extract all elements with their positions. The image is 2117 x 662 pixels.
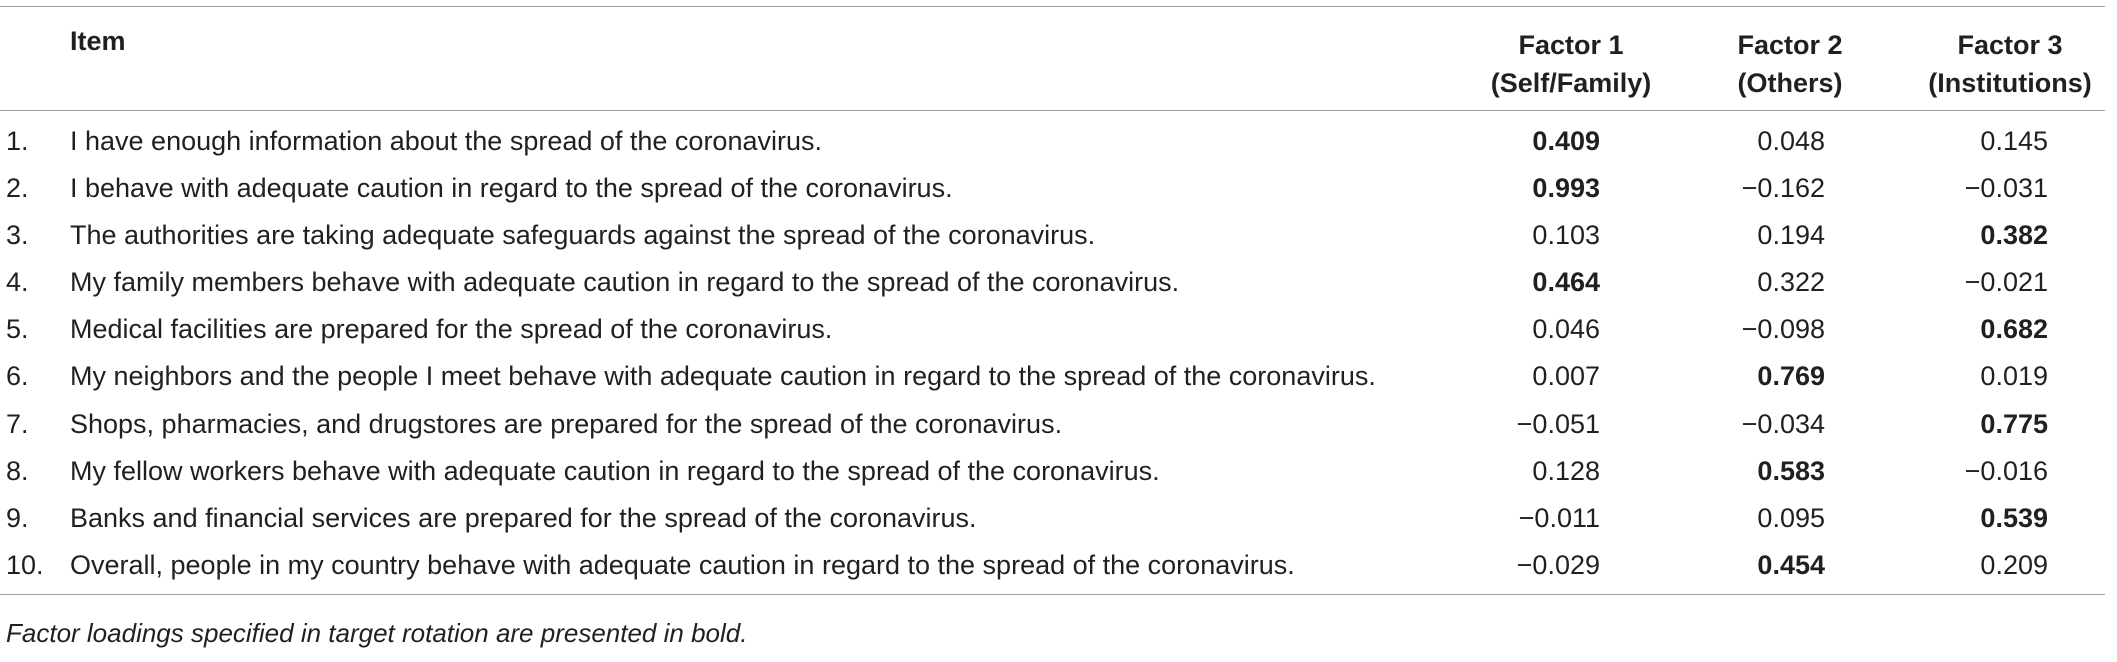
factor-3-value: −0.021 <box>1964 267 2048 298</box>
table-row <box>0 354 2105 401</box>
row-item-text: My fellow workers behave with adequate caution in regard to the spread of the coronavirus. <box>70 455 1160 486</box>
factor-3-value: −0.031 <box>1964 173 2048 204</box>
row-number: 3. <box>6 220 29 251</box>
row-number: 8. <box>6 455 29 486</box>
factor-3-value: 0.539 <box>1980 502 2048 533</box>
row-number: 4. <box>6 267 29 298</box>
factor-2-value: −0.162 <box>1741 173 1825 204</box>
header-factor-3 <box>1905 26 2115 102</box>
row-item-text: Medical facilities are prepared for the spread of the coronavirus. <box>70 314 833 345</box>
row-number: 2. <box>6 173 29 204</box>
factor-1-value: 0.128 <box>1532 455 1600 486</box>
table-row <box>0 496 2105 543</box>
factor-3-value: 0.019 <box>1980 361 2048 392</box>
factor-2-value: 0.769 <box>1757 361 1825 392</box>
header-factor-2-subtitle: (Others) <box>1737 68 1843 98</box>
table-header <box>0 7 2105 110</box>
row-item-text: I behave with adequate caution in regard to the spread of the coronavirus. <box>70 173 953 204</box>
header-factor-1-subtitle: (Self/Family) <box>1490 68 1652 98</box>
table-row <box>0 449 2105 496</box>
header-factor-3-subtitle: (Institutions) <box>1928 68 2092 98</box>
factor-2-value: 0.048 <box>1757 126 1825 156</box>
header-factor-2-title: Factor 2 <box>1737 30 1843 60</box>
table-bottom-rule <box>0 594 2105 595</box>
factor-1-value: −0.011 <box>1518 502 1600 533</box>
factor-loadings-table <box>0 6 2105 595</box>
factor-3-value: 0.382 <box>1980 220 2048 251</box>
table-row <box>0 307 2105 354</box>
header-item: Item <box>70 26 126 56</box>
factor-2-value: 0.454 <box>1757 549 1825 580</box>
factor-2-value: 0.194 <box>1757 220 1825 251</box>
table-row <box>0 402 2105 449</box>
table-row <box>0 260 2105 307</box>
factor-3-value: 0.682 <box>1980 314 2048 345</box>
row-item-text: The authorities are taking adequate safeguards against the spread of the coronavirus. <box>70 220 1096 251</box>
factor-2-value: −0.098 <box>1741 314 1825 345</box>
table-footnote: Factor loadings specified in target rotation are presented in bold. <box>6 618 748 648</box>
row-number: 6. <box>6 361 29 392</box>
factor-1-value: 0.409 <box>1532 126 1600 156</box>
factor-1-value: 0.046 <box>1532 314 1600 345</box>
factor-2-value: 0.322 <box>1757 267 1825 298</box>
factor-3-value: 0.209 <box>1980 549 2048 580</box>
table-body <box>0 111 2105 594</box>
factor-1-value: −0.051 <box>1516 408 1600 439</box>
row-item-text: My family members behave with adequate caution in regard to the spread of the coronavirus. <box>70 267 1180 298</box>
factor-2-value: 0.583 <box>1757 455 1825 486</box>
factor-2-value: −0.034 <box>1741 408 1825 439</box>
row-item-text: My neighbors and the people I meet behave with adequate caution in regard to the spread of the coronavirus. <box>70 361 1376 392</box>
table-row <box>0 166 2105 213</box>
row-number: 9. <box>6 502 29 533</box>
row-number: 7. <box>6 408 29 439</box>
factor-1-value: 0.993 <box>1532 173 1600 204</box>
row-item-text: Banks and financial services are prepared for the spread of the coronavirus. <box>70 502 977 533</box>
row-item-text: Shops, pharmacies, and drugstores are prepared for the spread of the coronavirus. <box>70 408 1063 439</box>
factor-1-value: 0.464 <box>1532 267 1600 298</box>
factor-2-value: 0.095 <box>1757 502 1825 533</box>
factor-3-value: −0.016 <box>1964 455 2048 486</box>
table-row <box>0 213 2105 260</box>
row-number: 1. <box>6 126 29 156</box>
row-item-text: Overall, people in my country behave with adequate caution in regard to the spread of the coronavirus. <box>70 549 1295 580</box>
row-item-text: I have enough information about the spread of the coronavirus. <box>70 126 822 156</box>
header-factor-3-title: Factor 3 <box>1957 30 2063 60</box>
factor-1-value: 0.103 <box>1532 220 1600 251</box>
table-row <box>0 543 2105 590</box>
row-number: 5. <box>6 314 29 345</box>
row-number: 10. <box>6 549 44 580</box>
table-row <box>0 119 2105 166</box>
factor-3-value: 0.145 <box>1980 126 2048 156</box>
factor-1-value: −0.029 <box>1516 549 1600 580</box>
header-factor-1-title: Factor 1 <box>1518 30 1624 60</box>
factor-3-value: 0.775 <box>1980 408 2048 439</box>
header-factor-2 <box>1685 26 1895 102</box>
factor-1-value: 0.007 <box>1532 361 1600 392</box>
header-factor-1 <box>1466 26 1676 102</box>
